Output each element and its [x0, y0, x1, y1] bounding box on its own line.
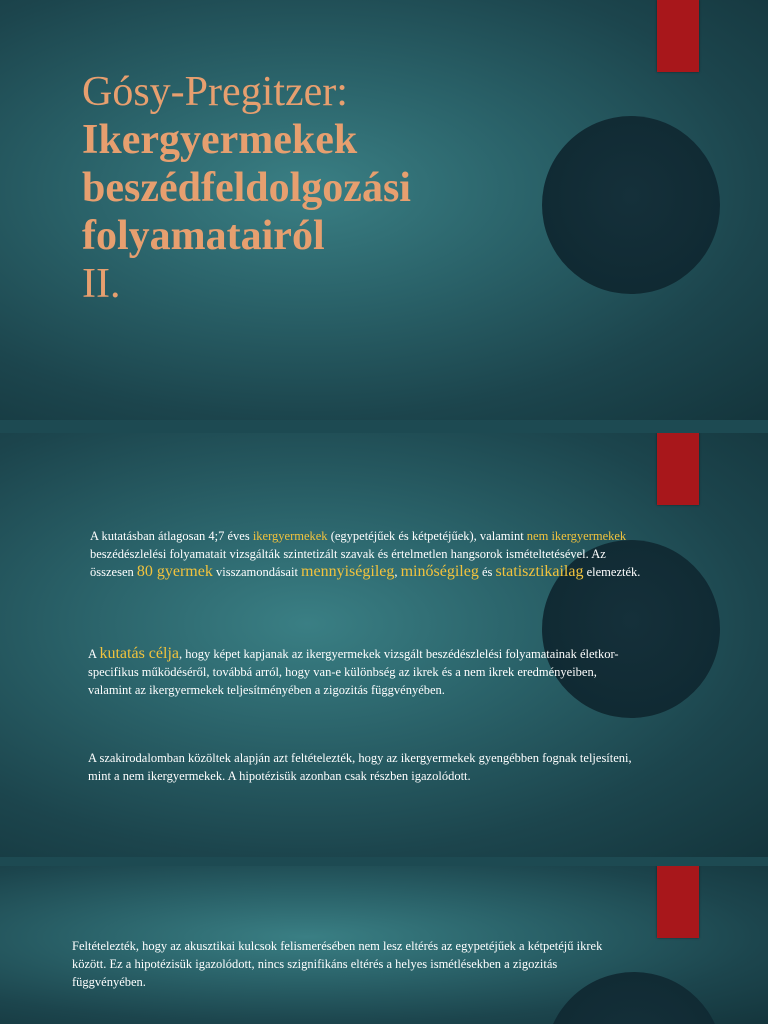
highlight-qualitative: minőségileg	[400, 563, 479, 580]
text: és	[478, 565, 496, 579]
text: (egypetéjűek és kétpetéjűek), valamint	[327, 529, 527, 543]
highlight-research-goal: kutatás célja	[99, 645, 179, 662]
text: visszamondásait	[212, 565, 302, 579]
accent-bar	[657, 0, 699, 72]
title-main-1: Ikergyermekek	[82, 117, 358, 163]
text: A kutatásban átlagosan 4;7 éves	[90, 529, 253, 543]
accent-bar	[657, 433, 699, 505]
highlight-statistical: statisztikailag	[495, 563, 584, 580]
accent-bar	[657, 866, 699, 938]
paragraph-acoustic-cues: Feltételezték, hogy az akusztikai kulcsok felismerésében nem lesz eltérés az egypetéjűek a kétpetéjű ikrek között. Ez a hipotézisük igazolódott, nincs szignifikáns eltérés a helyes ismétlésekben a zigozitás függvényében.	[72, 939, 603, 989]
highlight-twins: ikergyermekek	[252, 529, 328, 543]
slide-results	[0, 866, 768, 1024]
decorative-circle	[542, 116, 720, 294]
text: A	[88, 647, 100, 661]
slide-summary	[0, 433, 768, 857]
title-author: Gósy-Pregitzer:	[82, 69, 348, 115]
paragraph-research	[90, 527, 645, 581]
text: beszédészlelési folyamatait vizsgálták szintetizált szavak és értelmetlen hangsorok ismételtetésével. Az összesen	[90, 547, 606, 579]
title-part: II.	[82, 261, 121, 307]
text: , hogy képet kapjanak az ikergyermekek vizsgált beszédészlelési folyamatainak életkor-specifikus működéséről, továbbá arról, hogy van-e különbség az ikrek és a nem ikrek eredményeiben, valamint az ikergyermekek teljesítményében a zigozitás függvényében.	[88, 647, 619, 697]
highlight-non-twins: nem ikergyermekek	[526, 529, 627, 543]
highlight-80-children: 80 gyermek	[136, 563, 213, 580]
slide-heading	[82, 68, 532, 308]
title-main-3: folyamatairól	[82, 213, 325, 259]
slide-title	[0, 0, 768, 420]
paragraph-goal	[88, 645, 643, 699]
title-main-2: beszédfeldolgozási	[82, 165, 411, 211]
text: elemezték.	[583, 565, 641, 579]
highlight-quantitative: mennyiségileg	[301, 563, 395, 580]
paragraph-hypothesis: A szakirodalomban közöltek alapján azt feltételezték, hogy az ikergyermekek gyengébben fognak teljesíteni, mint a nem ikergyermekek. A hipotézisük azonban csak részben igazolódott.	[88, 751, 632, 783]
text: ,	[394, 565, 401, 579]
